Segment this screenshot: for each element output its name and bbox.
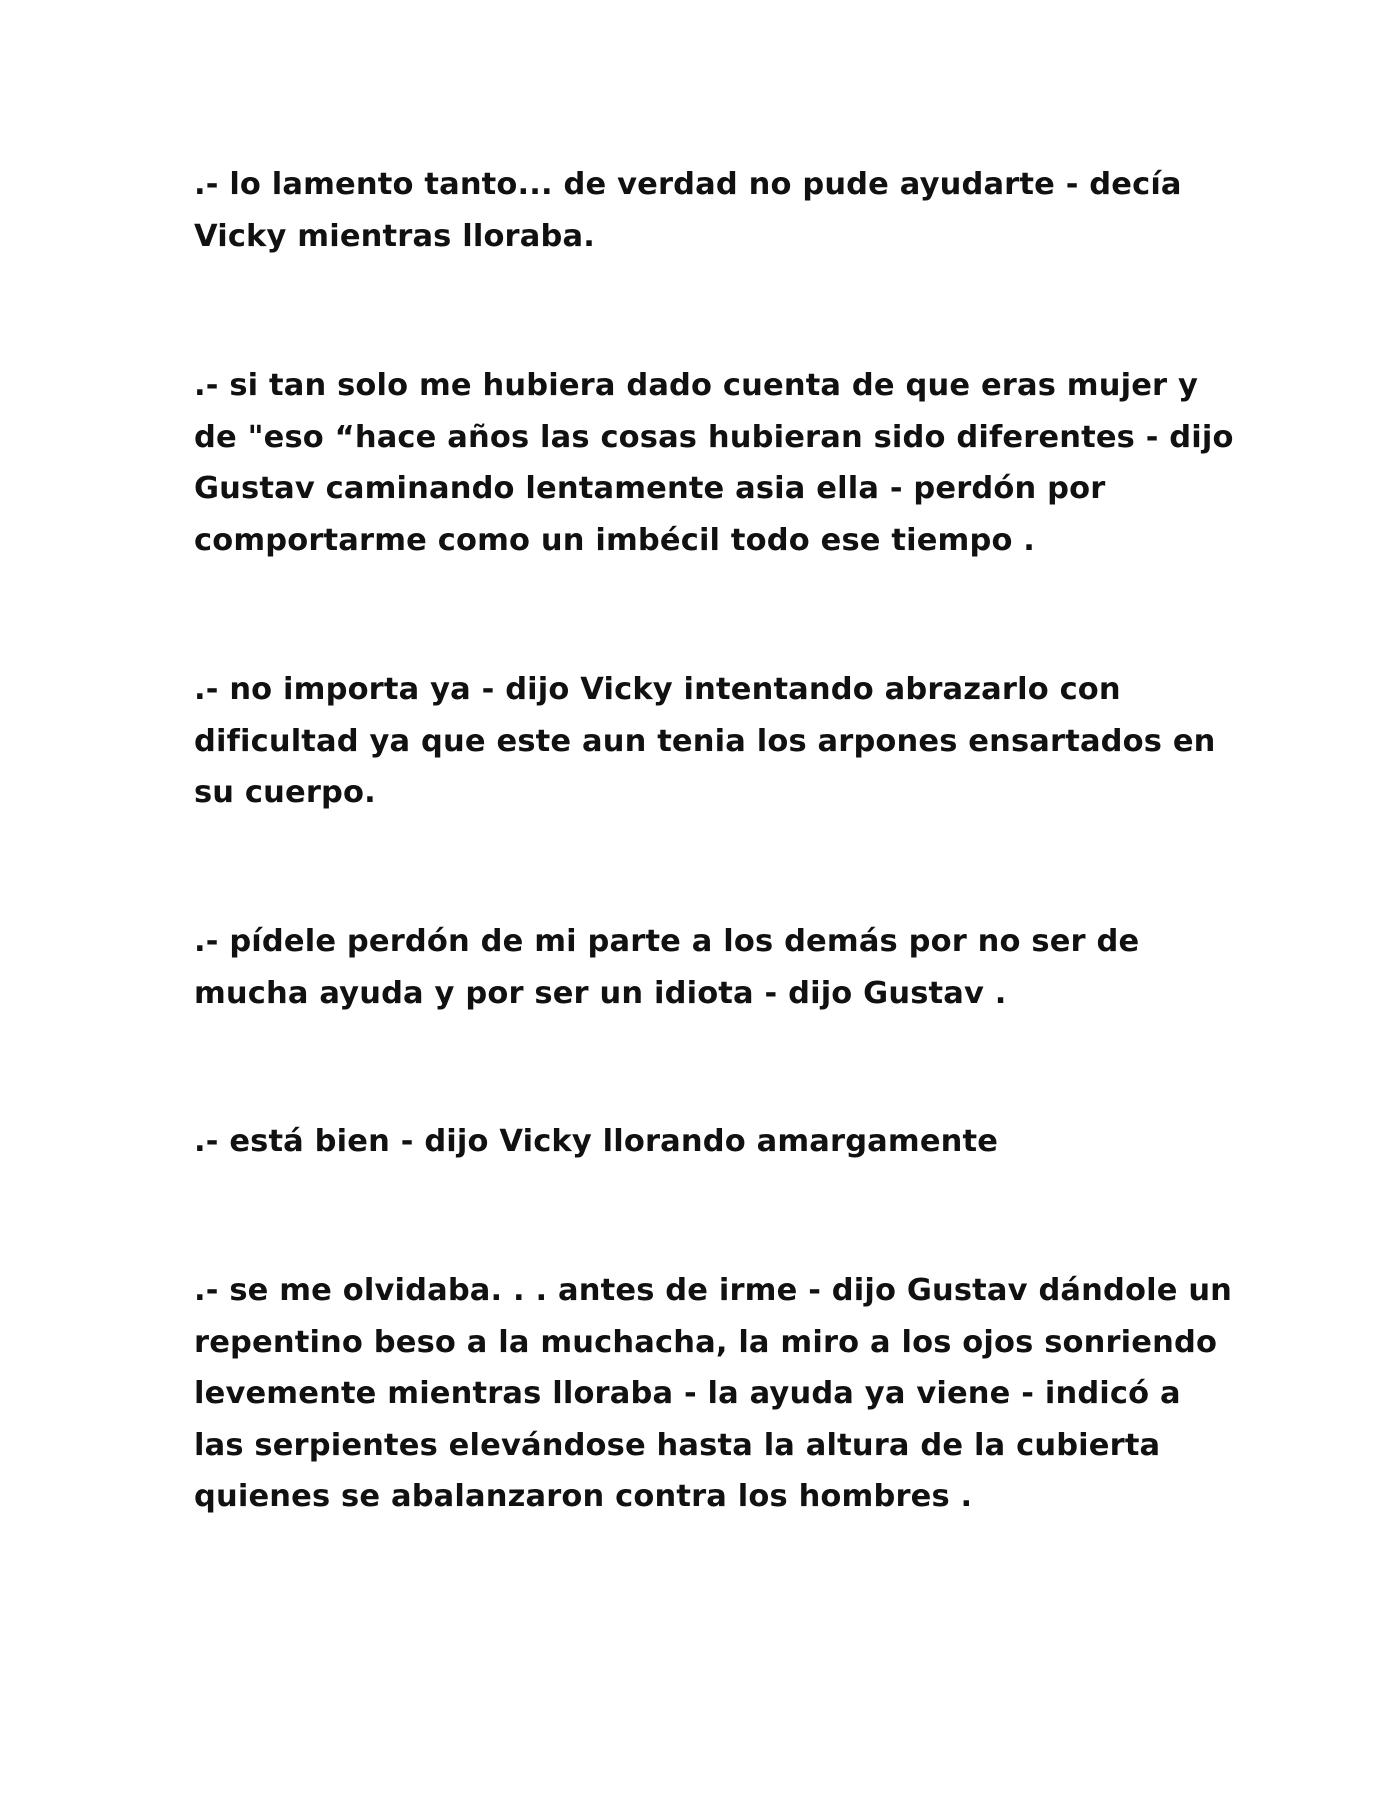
paragraph-3: .- no importa ya - dijo Vicky intentando abrazarlo con dificultad ya que este aun tenia los arpones ensartados en su cuerpo. [194, 672, 1216, 810]
paragraph-6: .- se me olvidaba. . . antes de irme - dijo Gustav dándole un repentino beso a la muchacha, la miro a los ojos sonriendo levemente mientras lloraba - la ayuda ya viene - indicó a las serpientes elevándose hasta la altura de la cubierta quienes se abalanzaron contra los hombres . [194, 1273, 1233, 1514]
paragraph-4: .- pídele perdón de mi parte a los demás por no ser de mucha ayuda y por ser un idiota - dijo Gustav . [194, 924, 1140, 1011]
paragraph-5: .- está bien - dijo Vicky llorando amargamente [194, 1124, 999, 1159]
paragraph-2: .- si tan solo me hubiera dado cuenta de que eras mujer y de "eso “hace años las cosas hubieran sido diferentes - dijo Gustav caminando lentamente asia ella - perdón por comportarme como un imbécil todo ese tiempo . [194, 368, 1234, 558]
paragraph-1: .- lo lamento tanto... de verdad no pude ayudarte - decía Vicky mientras lloraba. [194, 167, 1182, 254]
